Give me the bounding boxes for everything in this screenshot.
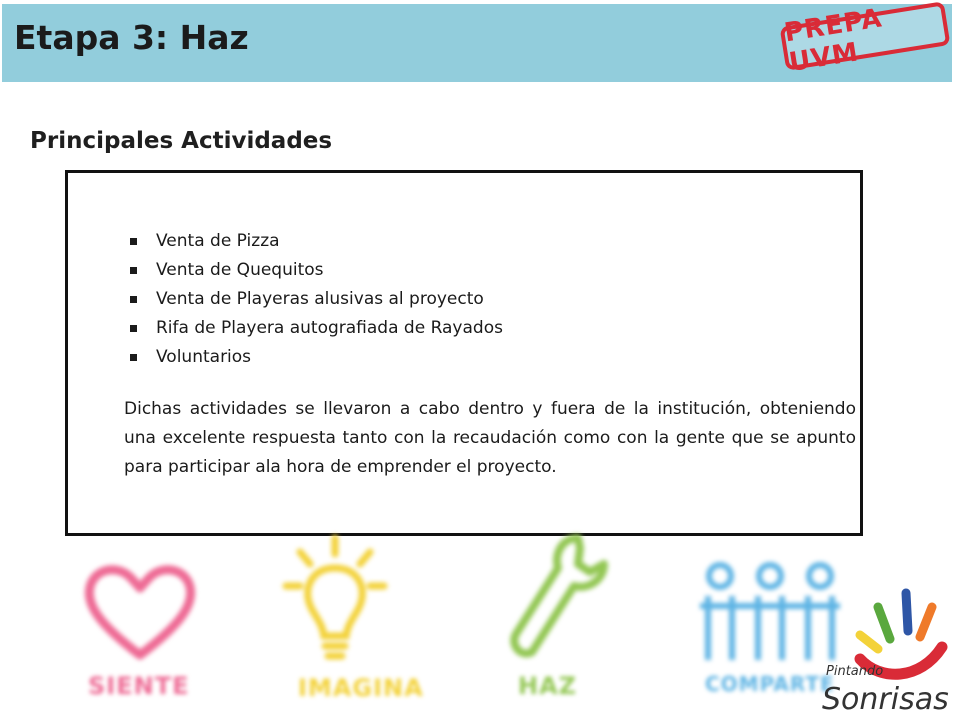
summary-paragraph: Dichas actividades se llevaron a cabo dentro y fuera de la institución, obteniendo una excelente respuesta tanto con la recaudación como con la gente que se apunto para participar ala hora de emprender el proyecto. [124, 399, 856, 477]
activities-list [126, 227, 503, 372]
brand-line1: Pintando [826, 664, 884, 679]
heart-icon [80, 555, 200, 665]
activities-box [65, 170, 863, 536]
prepa-uvm-logo: PREPA UVM [780, 1, 951, 70]
page-title: Etapa 3: Haz [14, 18, 249, 57]
wrench-icon [500, 530, 620, 670]
list-item: Voluntarios [126, 343, 503, 372]
haz-label: HAZ [518, 672, 578, 700]
list-item: Venta de Quequitos [126, 256, 503, 285]
comparte-label: COMPARTE [705, 672, 835, 696]
section-heading: Principales Actividades [30, 128, 333, 154]
siente-label: SIENTE [88, 672, 190, 700]
pintando-sonrisas-logo [820, 585, 955, 715]
brand-line2: Sonrisas [822, 682, 949, 715]
list-item: Rifa de Playera autografiada de Rayados [126, 314, 503, 343]
lightbulb-icon [280, 532, 390, 672]
list-item: Venta de Pizza [126, 227, 503, 256]
imagina-label: IMAGINA [298, 674, 424, 702]
list-item: Venta de Playeras alusivas al proyecto [126, 285, 503, 314]
